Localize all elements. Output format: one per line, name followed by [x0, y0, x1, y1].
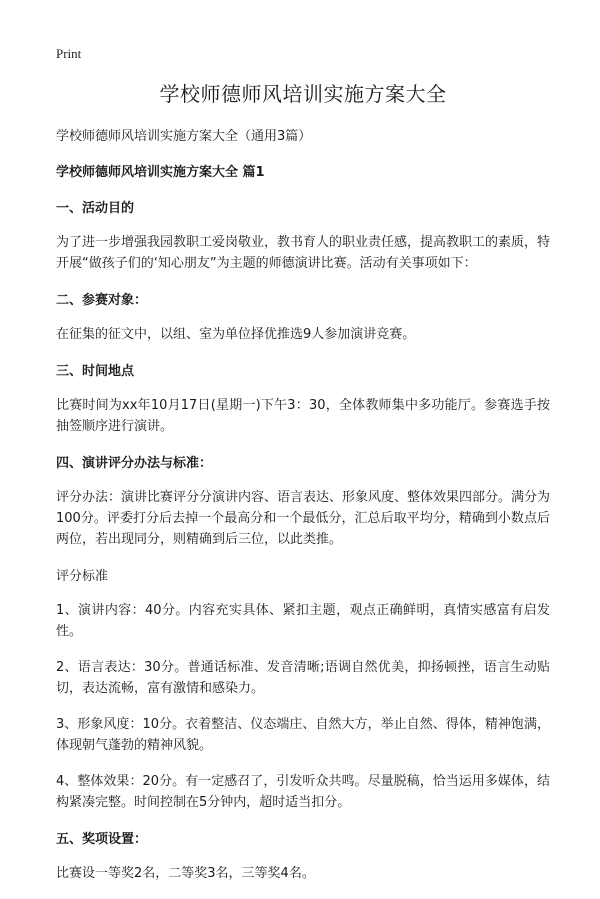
section-heading-scoring: 四、演讲评分办法与标准： — [56, 456, 213, 471]
document-subtitle: 学校师德师风培训实施方案大全（通用3篇） — [56, 129, 312, 144]
section-heading-purpose: 一、活动目的 — [56, 201, 135, 216]
section-paragraph: 评分办法：演讲比赛评分分演讲内容、语言表达、形象风度、整体效果四部分。满分为100分。评委打分后去掉一个最高分和一个最低分，汇总后取平均分，精确到小数点后两位，若出现同分，则精确到后三位，以此类推。 — [56, 490, 551, 547]
criteria-item-language: 2、语言表达：30分。普通话标准、发音清晰;语调自然优美，抑扬顿挫，语言生动贴切，表达流畅，富有激情和感染力。 — [56, 660, 550, 696]
criteria-item-content: 1、演讲内容：40分。内容充实具体、紧扣主题，观点正确鲜明，真情实感富有启发性。 — [56, 603, 550, 639]
print-link[interactable]: Print — [56, 46, 82, 61]
criteria-item-appearance: 3、形象风度：10分。衣着整洁、仪态端庄、自然大方，举止自然、得体，精神饱满，体现朝气蓬勃的精神风貌。 — [56, 717, 550, 753]
section-paragraph: 比赛设一等奖2名，二等奖3名，三等奖4名。 — [56, 866, 315, 881]
document-body — [56, 78, 550, 899]
criteria-item-overall: 4、整体效果：20分。有一定感召了，引发听众共鸣。尽量脱稿，恰当运用多媒体，结构紧凑完整。时间控制在5分钟内，超时适当扣分。 — [56, 774, 550, 810]
scoring-criteria-label: 评分标准 — [56, 569, 109, 584]
section-heading-participants: 二、参赛对象： — [56, 293, 148, 308]
section-paragraph: 比赛时间为xx年10月17日(星期一)下午3：30，全体教师集中多功能厅。参赛选手按抽签顺序进行演讲。 — [56, 398, 550, 434]
section-paragraph: 在征集的征文中，以组、室为单位择优推选9人参加演讲竞赛。 — [56, 327, 416, 342]
section-heading-time-place: 三、时间地点 — [56, 364, 135, 379]
section-heading-awards: 五、奖项设置： — [56, 832, 148, 847]
document-title: 学校师德师风培训实施方案大全 — [159, 82, 447, 106]
section-paragraph: 为了进一步增强我园教职工爱岗敬业，教书育人的职业责任感，提高教职工的素质，特开展“做孩子们的‘知心朋友”为主题的师德演讲比赛。活动有关事项如下： — [56, 235, 551, 271]
part-title: 学校师德师风培训实施方案大全 篇1 — [56, 165, 265, 180]
